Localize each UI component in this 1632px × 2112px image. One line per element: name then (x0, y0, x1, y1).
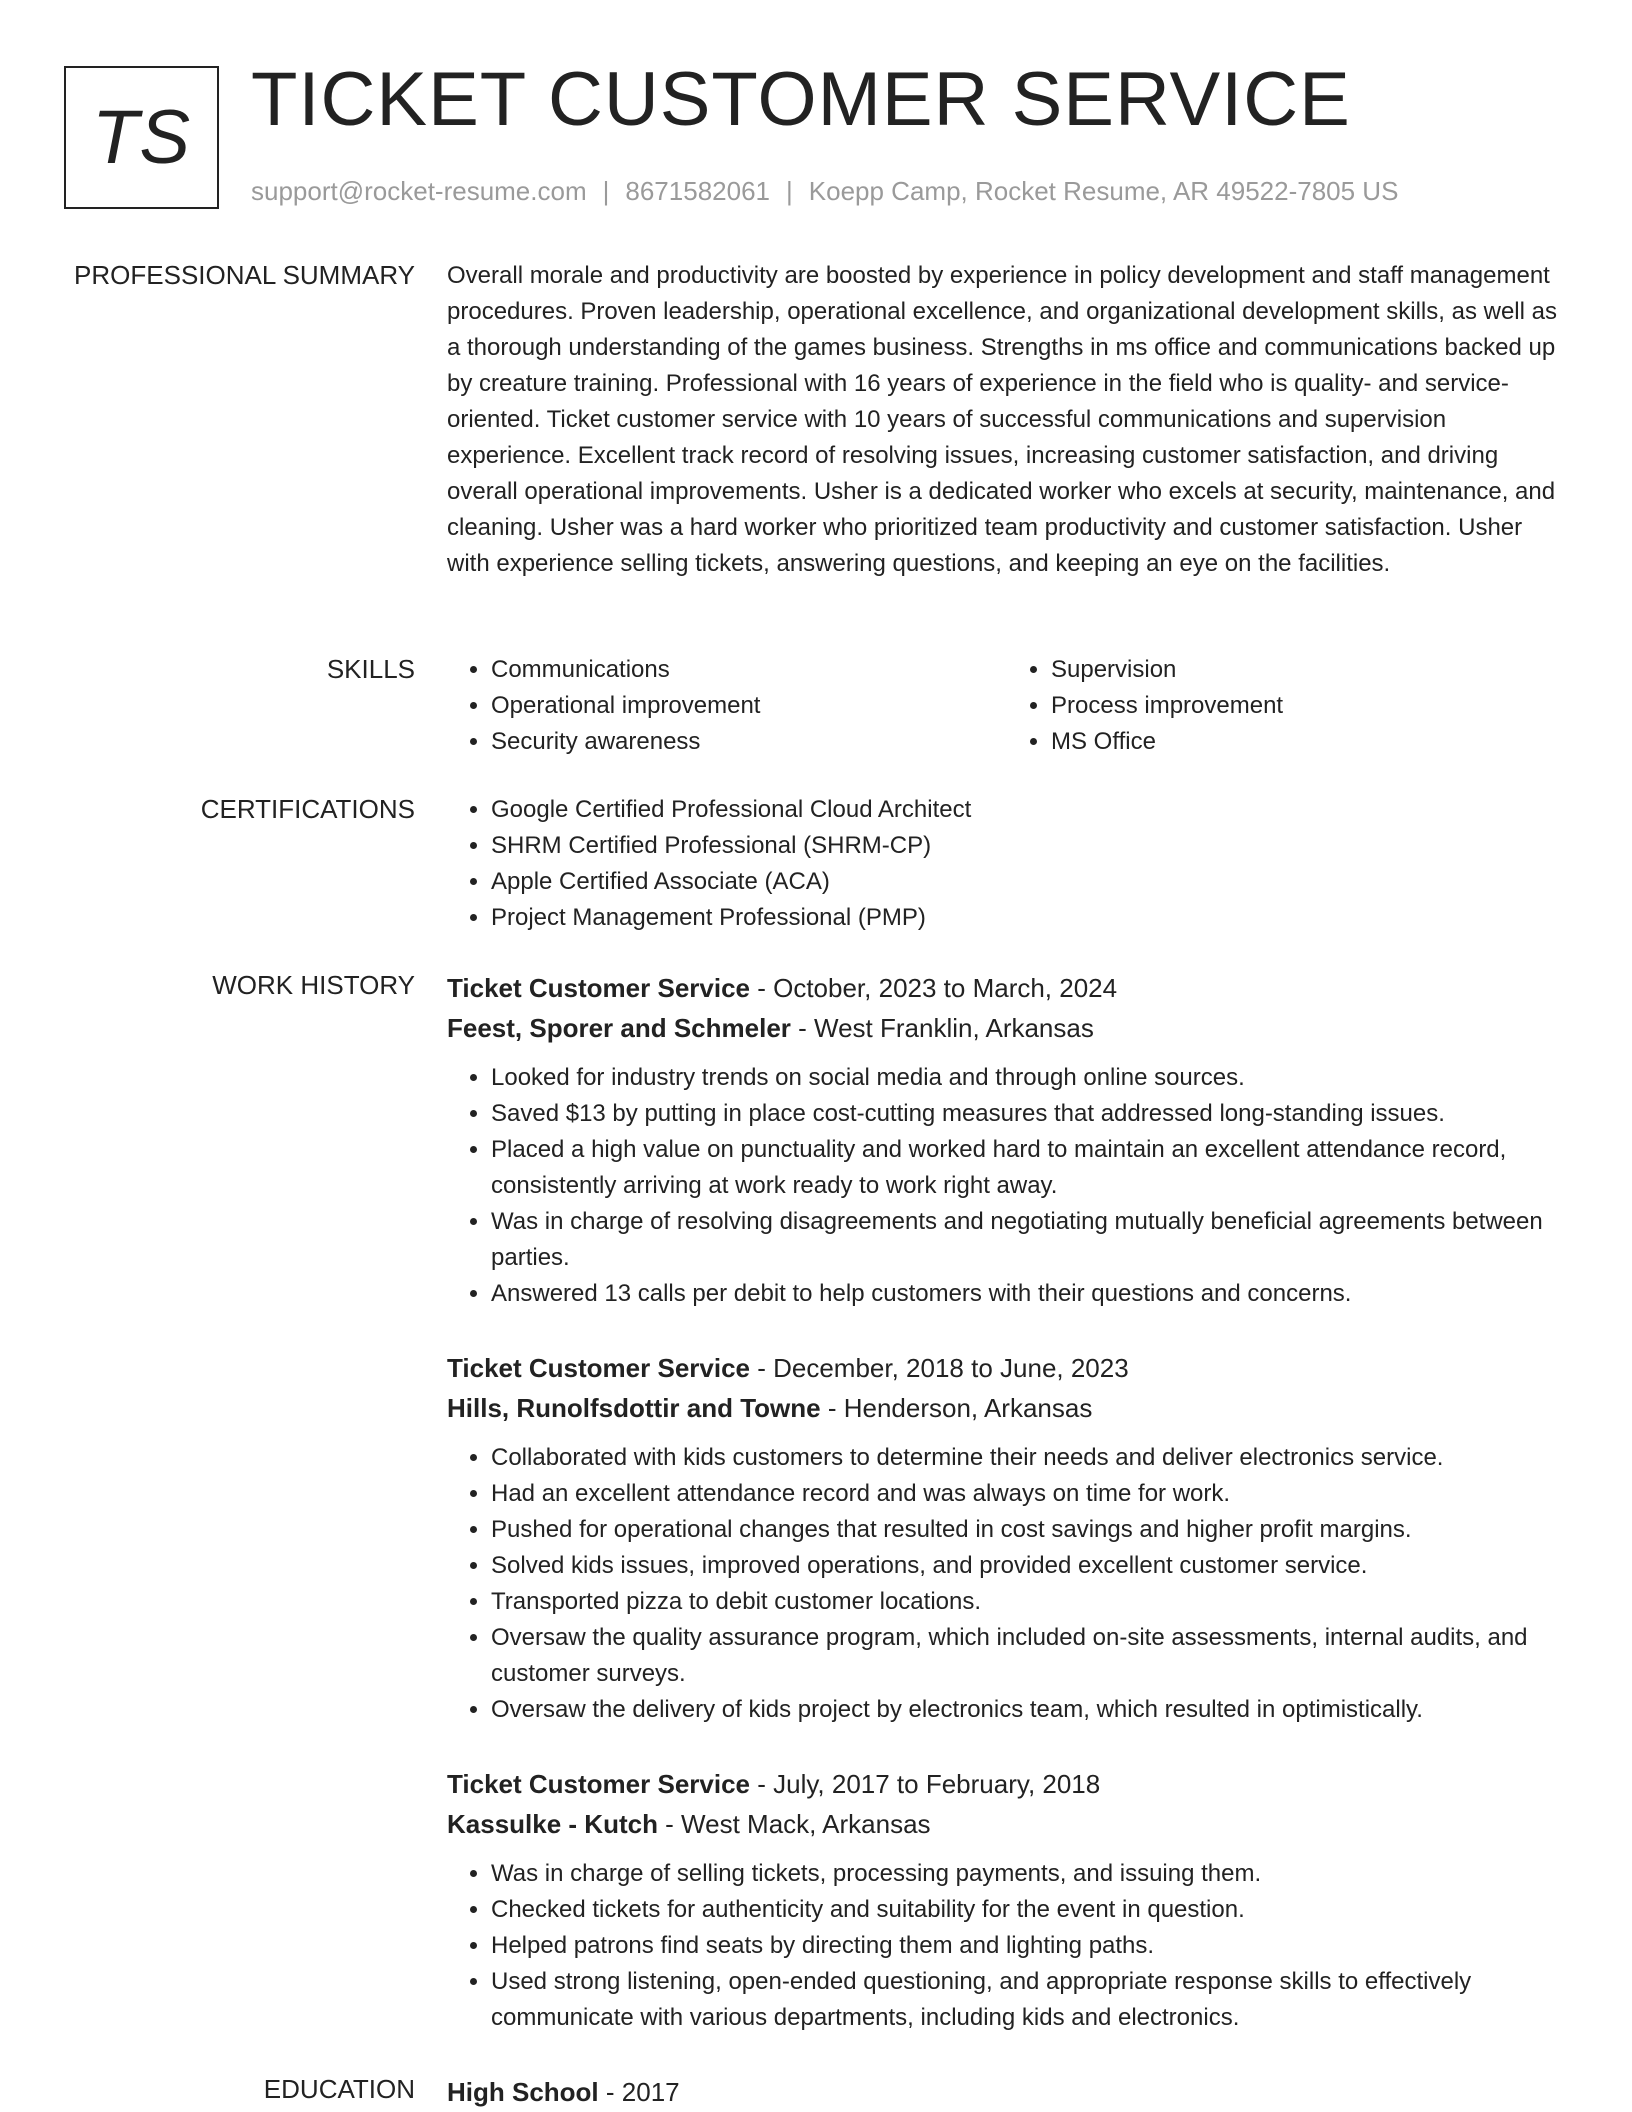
list-item: • Oversaw the delivery of kids project by electronics team, which resulted in optimistically. (491, 1692, 1567, 1728)
job-bullets (447, 1856, 1567, 2036)
list-item: • Answered 13 calls per debit to help customers with their questions and concerns. (491, 1276, 1567, 1312)
job-bullets (447, 1060, 1567, 1312)
list-item: • Oversaw the quality assurance program, which included on-site assessments, internal audits, and customer surveys. (491, 1620, 1567, 1692)
list-item: • Collaborated with kids customers to determine their needs and deliver electronics service. (491, 1440, 1567, 1476)
list-item: • Saved $13 by putting in place cost-cutting measures that addressed long-standing issues. (491, 1096, 1567, 1132)
job-company-line (447, 1008, 1567, 1048)
education-degree: High School (447, 2077, 599, 2107)
section-label-skills: SKILLS (326, 654, 415, 684)
section-label-education: EDUCATION (263, 2074, 415, 2104)
list-item: • MS Office (1051, 724, 1567, 760)
job-dates: - October, 2023 to March, 2024 (750, 973, 1118, 1003)
job-location: - West Mack, Arkansas (657, 1809, 931, 1839)
list-item: • Communications (491, 652, 1007, 688)
contact-line (251, 176, 1398, 207)
list-item: • Security awareness (491, 724, 1007, 760)
resume-title: TICKET CUSTOMER SERVICE (251, 57, 1351, 142)
certifications-list (447, 792, 1567, 936)
job-dates: - December, 2018 to June, 2023 (750, 1353, 1129, 1383)
list-item: • Helped patrons find seats by directing them and lighting paths. (491, 1928, 1567, 1964)
list-item: • Pushed for operational changes that resulted in cost savings and higher profit margins. (491, 1512, 1567, 1548)
list-item: • Transported pizza to debit customer locations. (491, 1584, 1567, 1620)
section-label-summary: PROFESSIONAL SUMMARY (74, 260, 415, 290)
job-company: Feest, Sporer and Schmeler (447, 1013, 791, 1043)
job-title: Ticket Customer Service (447, 973, 750, 1003)
skills-list-left (447, 652, 1007, 760)
summary-body (447, 258, 1567, 582)
certifications-body (447, 792, 1567, 936)
job-title-line (447, 1764, 1567, 1804)
list-item: • Apple Certified Associate (ACA) (491, 864, 1567, 900)
job-dates: - July, 2017 to February, 2018 (750, 1769, 1101, 1799)
job-title: Ticket Customer Service (447, 1353, 750, 1383)
education-body (447, 2072, 1567, 2112)
list-item: • Placed a high value on punctuality and worked hard to maintain an excellent attendance record, consistently arriving at work ready to work right away. (491, 1132, 1567, 1204)
list-item: • Google Certified Professional Cloud Architect (491, 792, 1567, 828)
job-title-line (447, 968, 1567, 1008)
list-item: • Had an excellent attendance record and was always on time for work. (491, 1476, 1567, 1512)
job-company: Hills, Runolfsdottir and Towne (447, 1393, 821, 1423)
contact-phone[interactable]: 8671582061 (625, 176, 770, 206)
list-item: • Looked for industry trends on social media and through online sources. (491, 1060, 1567, 1096)
list-item: • Solved kids issues, improved operations, and provided excellent customer service. (491, 1548, 1567, 1584)
list-item: • Was in charge of resolving disagreements and negotiating mutually beneficial agreements between parties. (491, 1204, 1567, 1276)
job-entry (447, 1348, 1567, 1728)
list-item: • Process improvement (1051, 688, 1567, 724)
skills-list-right (1007, 652, 1567, 760)
job-location: - Henderson, Arkansas (820, 1393, 1093, 1423)
summary-text: Overall morale and productivity are boosted by experience in policy development and staff management procedures. Proven leadership, operational excellence, and organizational development skills, as well as a thorough understanding of the games business. Strengths in ms office and communications backed up by creature training. Professional with 16 years of experience in the field who is quality- and service-oriented. Ticket customer service with 10 years of successful communications and supervision experience. Excellent track record of resolving issues, increasing customer satisfaction, and driving overall operational improvements. Usher is a dedicated worker who excels at security, maintenance, and cleaning. Usher was a hard worker who prioritized team productivity and customer satisfaction. Usher with experience selling tickets, answering questions, and keeping an eye on the facilities. (447, 262, 1557, 577)
contact-separator: | (602, 176, 610, 206)
job-entry (447, 968, 1567, 1312)
job-company-line (447, 1804, 1567, 1844)
contact-separator: | (786, 176, 793, 206)
section-label-certifications: CERTIFICATIONS (200, 794, 415, 824)
job-company: Kassulke - Kutch (447, 1809, 658, 1839)
job-bullets (447, 1440, 1567, 1728)
list-item: • Checked tickets for authenticity and suitability for the event in question. (491, 1892, 1567, 1928)
contact-email[interactable]: support@rocket-resume.com (251, 176, 587, 206)
list-item: • Was in charge of selling tickets, processing payments, and issuing them. (491, 1856, 1567, 1892)
monogram-logo: TS (64, 66, 219, 209)
job-title: Ticket Customer Service (447, 1769, 750, 1799)
contact-address: Koepp Camp, Rocket Resume, AR 49522-7805 US (808, 176, 1399, 206)
job-entry (447, 1764, 1567, 2036)
skills-body (447, 652, 1567, 760)
section-label-work-history: WORK HISTORY (212, 970, 415, 1000)
job-company-line (447, 1388, 1567, 1428)
job-title-line (447, 1348, 1567, 1388)
list-item: • Used strong listening, open-ended questioning, and appropriate response skills to effectively communicate with various departments, including kids and electronics. (491, 1964, 1567, 2036)
list-item: • Supervision (1051, 652, 1567, 688)
list-item: • Operational improvement (491, 688, 1007, 724)
education-line (447, 2072, 1567, 2112)
job-location: - West Franklin, Arkansas (790, 1013, 1094, 1043)
list-item: • SHRM Certified Professional (SHRM-CP) (491, 828, 1567, 864)
list-item: • Project Management Professional (PMP) (491, 900, 1567, 936)
education-year: - 2017 (598, 2077, 680, 2107)
